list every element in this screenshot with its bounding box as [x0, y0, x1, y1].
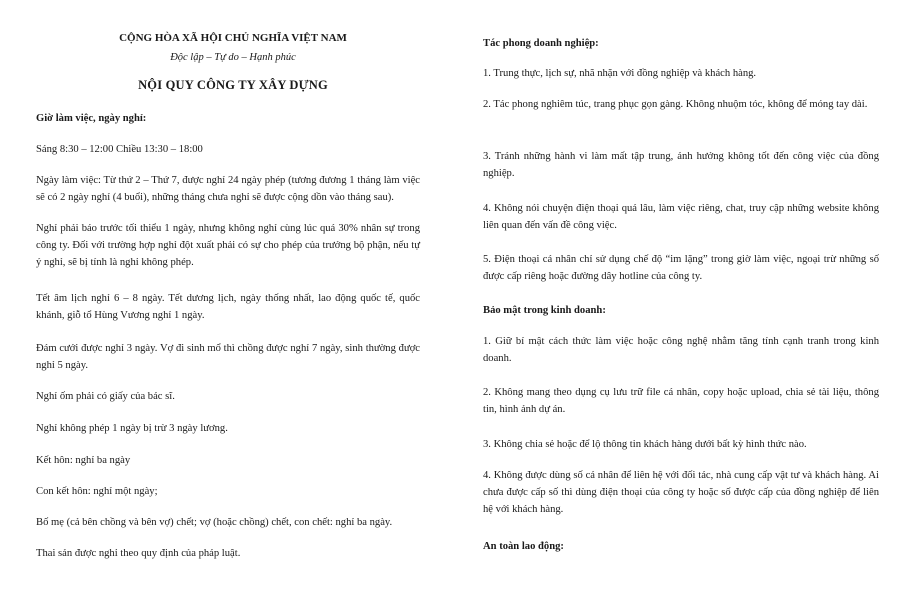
paragraph-wedding: Đám cưới được nghỉ 3 ngày. Vợ đi sinh mổ thì chồng được nghỉ 7 ngày, sinh thường được nghỉ 5 ngày. — [36, 343, 420, 372]
paragraph-conduct-2: 2. Tác phong nghiêm túc, trang phục gọn gàng. Không nhuộm tóc, không để móng tay dài. — [483, 99, 868, 110]
paragraph-bereavement: Bố mẹ (cả bên chồng và bên vợ) chết; vợ (hoặc chồng) chết, con chết: nghỉ ba ngày. — [36, 517, 393, 528]
paragraph-leave-notice: Nghỉ phải báo trước tối thiểu 1 ngày, nhưng không nghỉ cùng lúc quá 30% nhân sự trong công ty. Đối với trường hợp nghỉ đột xuất phải có sự cho phép của trưởng bộ phận, nếu tự ý nghỉ, sẽ bị tính là nghỉ không phép. — [36, 223, 420, 269]
paragraph-maternity: Thai sản được nghỉ theo quy định của pháp luật. — [36, 548, 241, 559]
paragraph-conduct-1: 1. Trung thực, lịch sự, nhã nhặn với đồng nghiệp và khách hàng. — [483, 68, 757, 79]
paragraph-conduct-3: 3. Tránh những hành vi làm mất tập trung, ảnh hưởng không tốt đến công việc của đồng nghiệp. — [483, 151, 879, 180]
document-title: NỘI QUY CÔNG TY XÂY DỰNG — [138, 78, 328, 92]
nation-heading: CỘNG HÒA XÃ HỘI CHỦ NGHĨA VIỆT NAM — [119, 32, 347, 44]
paragraph-child-marriage: Con kết hôn: nghỉ một ngày; — [36, 486, 158, 497]
section-heading-safety: An toàn lao động: — [483, 541, 564, 552]
paragraph-conduct-4: 4. Không nói chuyện điện thoại quá lâu, làm việc riêng, chat, truy cập những website không liên quan đến vấn đề công việc. — [483, 203, 879, 232]
paragraph-security-1: 1. Giữ bí mật cách thức làm việc hoặc công nghệ nhằm tăng tính cạnh tranh trong kinh doanh. — [483, 336, 879, 365]
section-heading-security: Bảo mật trong kinh doanh: — [483, 305, 606, 316]
paragraph-workdays: Ngày làm việc: Từ thứ 2 – Thứ 7, được nghỉ 24 ngày phép (tương đương 1 tháng làm việc sẽ có 2 ngày nghỉ (4 buổi), những tháng chưa nghỉ sẽ được cộng dồn vào tháng sau). — [36, 175, 420, 204]
paragraph-hours: Sáng 8:30 – 12:00 Chiều 13:30 – 18:00 — [36, 144, 203, 155]
paragraph-holidays: Tết âm lịch nghỉ 6 – 8 ngày. Tết dương lịch, ngày thống nhất, lao động quốc tế, quốc khánh, giỗ tổ Hùng Vương nghỉ 1 ngày. — [36, 293, 420, 322]
paragraph-conduct-5: 5. Điện thoại cá nhân chỉ sử dụng chế độ “im lặng” trong giờ làm việc, ngoại trừ những số được cấp riêng hoặc đường dây hotline của công ty. — [483, 254, 879, 283]
motto-line: Độc lập – Tự do – Hạnh phúc — [170, 52, 296, 63]
section-heading-conduct: Tác phong doanh nghiệp: — [483, 38, 599, 49]
paragraph-security-3: 3. Không chia sẻ hoặc để lộ thông tin khách hàng dưới bất kỳ hình thức nào. — [483, 439, 807, 450]
paragraph-sick: Nghỉ ốm phải có giấy của bác sĩ. — [36, 391, 175, 402]
paragraph-unpaid: Nghỉ không phép 1 ngày bị trừ 3 ngày lương. — [36, 423, 228, 434]
paragraph-security-2: 2. Không mang theo dụng cụ lưu trữ file cá nhân, copy hoặc upload, chia sẻ tài liệu, thông tin, hình ảnh dự án. — [483, 387, 879, 416]
paragraph-marriage: Kết hôn: nghỉ ba ngày — [36, 455, 131, 466]
paragraph-security-4: 4. Không được dùng số cá nhân để liên hệ với đối tác, nhà cung cấp vật tư và khách hàng. Ai chưa được cấp số thì dùng điện thoại của công ty hoặc số được cấp của đồng nghiệp để liên hệ với khách hàng. — [483, 470, 879, 516]
section-heading-work-hours: Giờ làm việc, ngày nghỉ: — [36, 113, 147, 124]
